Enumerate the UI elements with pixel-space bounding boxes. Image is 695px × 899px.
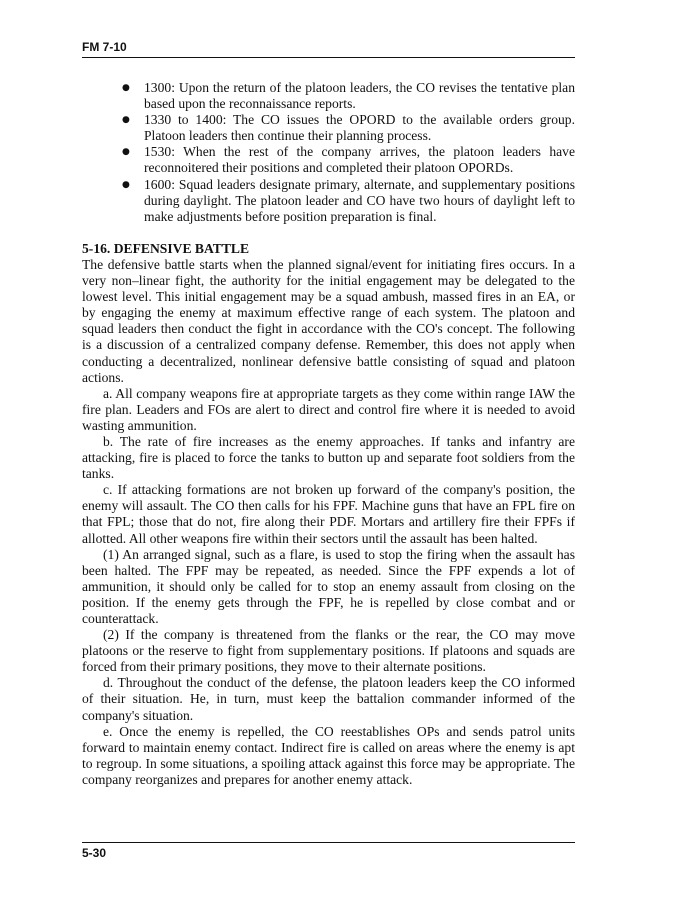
bullet-icon: ● xyxy=(122,179,130,190)
bullet-text: 1300: Upon the return of the platoon leaders, the CO revises the tentative plan based upon the reconnaissance reports. xyxy=(144,80,575,112)
paragraph-b: b. The rate of fire increases as the enemy approaches. If tanks and infantry are attacking, fire is placed to force the tanks to button up and separate foot soldiers from the tanks. xyxy=(82,433,575,482)
bullet-item xyxy=(82,177,575,225)
manual-id-header: FM 7-10 xyxy=(82,40,127,54)
section-intro: The defensive battle starts when the planned signal/event for initiating fires occurs. In a very non–linear fight, the authority for the initial engagement may be delegated to the lowest level. This initial engagement may be a squad ambush, massed fires in an EA, or by engaging the enemy at maximum effective range of each system. The platoon and squad leaders then conduct the fight in accordance with the CO's concept. The following is a discussion of a centralized company defense. Remember, this does not apply when conducting a decentralized, nonlinear defensive battle consisting of squad and platoon actions. xyxy=(82,256,575,385)
bullet-text: 1600: Squad leaders designate primary, alternate, and supplementary positions during daylight. The platoon leader and CO have two hours of daylight left to make adjustments before position preparation is final. xyxy=(144,176,575,224)
bullet-item xyxy=(82,144,575,176)
paragraph-e: e. Once the enemy is repelled, the CO reestablishes OPs and sends patrol units forward to maintain enemy contact. Indirect fire is called on areas where the enemy is apt to regroup. In some situations, a spoiling attack against this force may be appropriate. The company reorganizes and prepares for another enemy attack. xyxy=(82,723,575,787)
paragraph-d: d. Throughout the conduct of the defense, the platoon leaders keep the CO informed of their situation. He, in turn, must keep the battalion commander informed of the company's situation. xyxy=(82,675,575,723)
bullet-item xyxy=(82,112,575,144)
bullet-icon: ● xyxy=(122,83,130,93)
bullet-item xyxy=(82,80,575,112)
header-rule xyxy=(82,57,575,58)
paragraph-a: a. All company weapons fire at appropriate targets as they come within range IAW the fire plan. Leaders and FOs are alert to direct and control fire where it is needed to avoid wasting ammunition. xyxy=(82,385,575,433)
bullet-text: 1330 to 1400: The CO issues the OPORD to the available orders group. Platoon leaders then continue their planning process. xyxy=(144,112,575,144)
section-heading: 5-16. DEFENSIVE BATTLE xyxy=(82,240,250,256)
page-body xyxy=(82,80,575,788)
bullet-icon: ● xyxy=(122,147,130,158)
paragraph-c-1: (1) An arranged signal, such as a flare, is used to stop the firing when the assault has been halted. The FPF may be repeated, as needed. Since the FPF expends a lot of ammunition, it should only be called for to stop an enemy assault from closing on the position. If the enemy gets through the FPF, he is repelled by close combat and or counterattack. xyxy=(82,546,575,626)
paragraph-c-2: (2) If the company is threatened from the flanks or the rear, the CO may move platoons or the reserve to fight from supplementary positions. If platoons and squads are forced from their primary positions, they move to their alternate positions. xyxy=(82,627,575,675)
paragraph-c: c. If attacking formations are not broken up forward of the company's position, the enemy will assault. The CO then calls for his FPF. Machine guns that have an FPL fire on that FPL; those that do not, fire along their PDF. Mortars and artillery fire their FPFs if allotted. All other weapons fire within their sectors until the assault has been halted. xyxy=(82,482,575,546)
bullet-icon: ● xyxy=(122,115,130,126)
bullet-text: 1530: When the rest of the company arrives, the platoon leaders have reconnoitered their positions and completed their platoon OPORDs. xyxy=(144,144,575,176)
footer-rule xyxy=(82,842,575,843)
timeline-bullet-list xyxy=(82,80,575,225)
page-number: 5-30 xyxy=(82,846,107,860)
